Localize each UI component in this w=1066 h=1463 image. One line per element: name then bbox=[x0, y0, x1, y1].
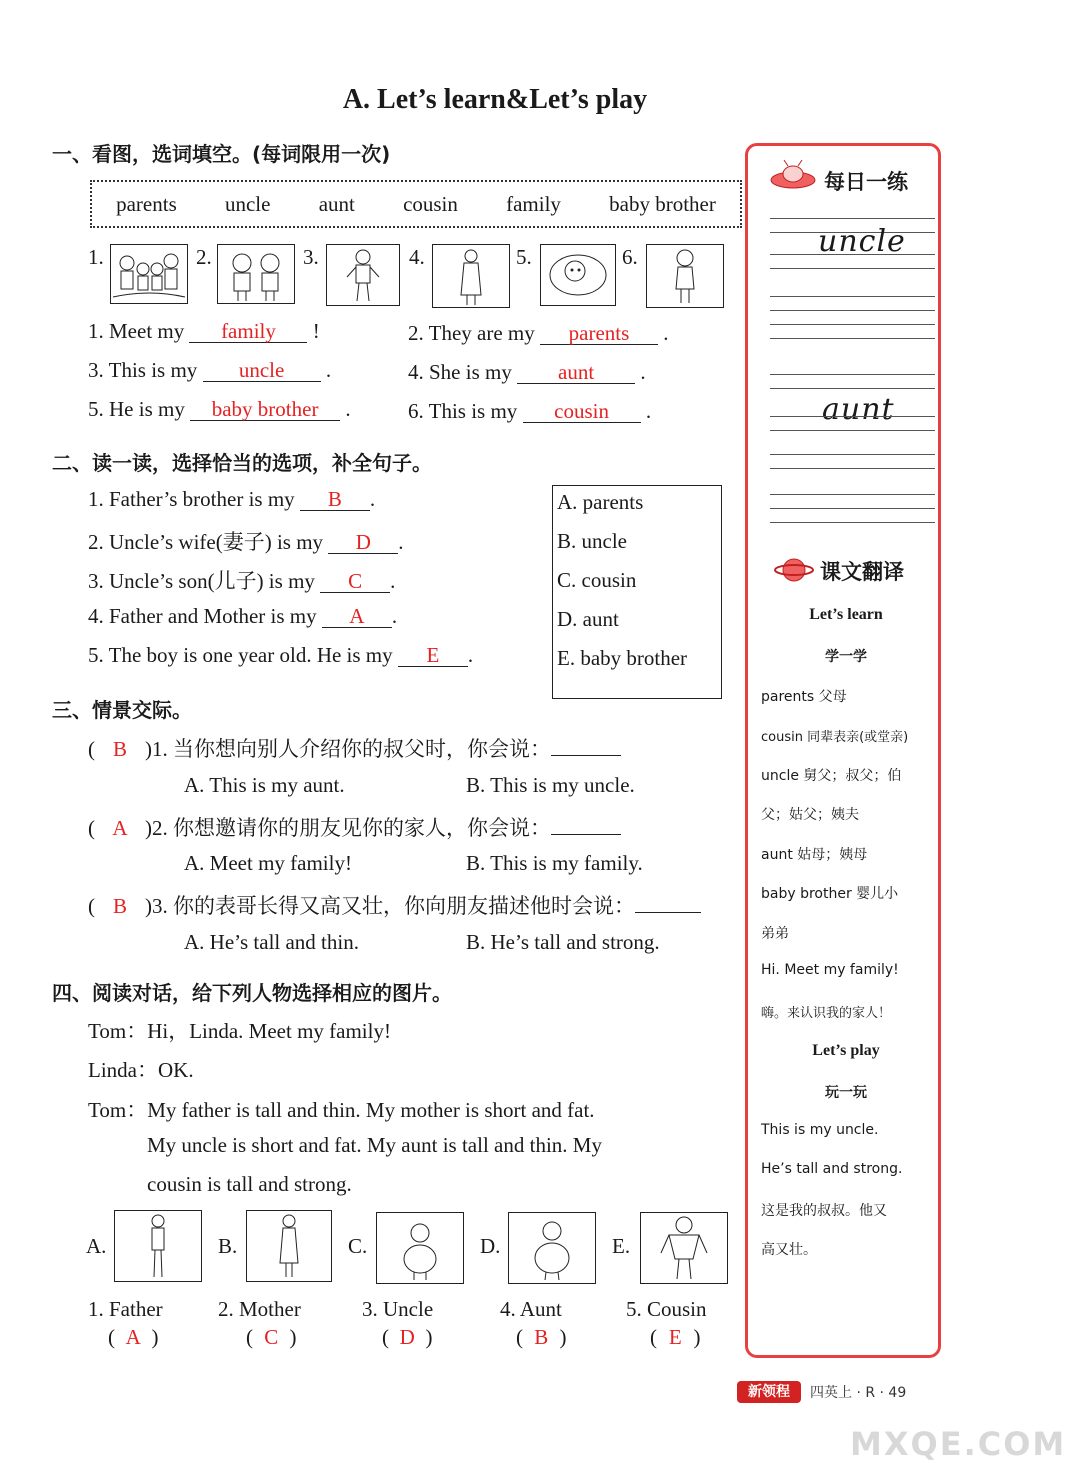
page-title: A. Let’s learn&Let’s play bbox=[342, 84, 648, 115]
section3-heading: 三、情景交际。 bbox=[52, 698, 192, 722]
pic-letter: E. bbox=[612, 1234, 631, 1258]
s3-q1-opt-b: B. This is my uncle. bbox=[466, 773, 635, 797]
s1-sentence-5: 5. He is my baby brother . bbox=[88, 397, 351, 421]
s1-sentence-4: 4. She is my aunt . bbox=[408, 360, 646, 384]
person-answer: ( A ) bbox=[108, 1325, 159, 1349]
options-box bbox=[552, 485, 722, 699]
pic-number: 6. bbox=[622, 245, 638, 269]
family-picture bbox=[110, 244, 188, 304]
figure-e-picture bbox=[640, 1212, 728, 1284]
page-number: 四英上 · R · 49 bbox=[810, 1385, 907, 1401]
dialogue-line: My uncle is short and fat. My aunt is tall and thin. My bbox=[147, 1133, 602, 1157]
vocab-line: 嗨。来认识我的家人！ bbox=[761, 1006, 892, 1021]
s3-q2-opt-b: B. This is my family. bbox=[466, 851, 643, 875]
tall-thin-man-drawing bbox=[115, 1211, 201, 1281]
word-bank-item: aunt bbox=[318, 191, 355, 216]
answer-choice[interactable]: B bbox=[112, 894, 127, 918]
person-answer: ( B ) bbox=[516, 1325, 567, 1349]
answer-blank[interactable]: A bbox=[322, 605, 392, 628]
handwritten-word: uncle bbox=[818, 224, 906, 259]
pic-number: 4. bbox=[409, 245, 425, 269]
brand-badge: 新领程 bbox=[737, 1381, 801, 1403]
section4-heading: 四、阅读对话，给下列人物选择相应的图片。 bbox=[52, 981, 452, 1005]
tall-thin-woman-drawing bbox=[247, 1211, 331, 1281]
s3-q3-opt-b: B. He’s tall and strong. bbox=[466, 930, 660, 954]
vocab-line: uncle 舅父；叔父；伯 bbox=[761, 768, 902, 784]
vocab-line: 父；姑父；姨夫 bbox=[761, 807, 859, 823]
answer-choice[interactable]: A bbox=[112, 816, 128, 840]
ufo-icon bbox=[768, 160, 818, 196]
pic-number: 5. bbox=[516, 245, 532, 269]
person-answer: ( E ) bbox=[650, 1325, 701, 1349]
answer-blank[interactable]: uncle bbox=[203, 359, 321, 382]
vocab-line: Hi. Meet my family! bbox=[761, 962, 899, 978]
option: A. parents bbox=[557, 490, 644, 514]
option: B. uncle bbox=[557, 529, 627, 553]
wan-label: 玩一玩 bbox=[825, 1085, 867, 1101]
pic-letter: A. bbox=[86, 1234, 107, 1258]
figure-b-picture bbox=[246, 1210, 332, 1282]
s3-q3-opt-a: A. He’s tall and thin. bbox=[184, 930, 359, 954]
dialogue-line: Tom：My father is tall and thin. My mother is short and fat. bbox=[88, 1098, 595, 1122]
lets-learn-label: Let’s learn bbox=[809, 606, 883, 623]
answer-blank[interactable]: aunt bbox=[517, 361, 635, 384]
dialogue-line: Tom：Hi，Linda. Meet my family! bbox=[88, 1019, 391, 1043]
s2-item-4: 4. Father and Mother is my A . bbox=[88, 604, 398, 628]
watermark: MXQE.COM bbox=[850, 1425, 1066, 1463]
play-line: 高又壮。 bbox=[761, 1242, 817, 1258]
person-label: 1. Father bbox=[88, 1297, 163, 1321]
answer-blank[interactable]: cousin bbox=[523, 400, 641, 423]
play-line: 这是我的叔叔。他又 bbox=[761, 1203, 887, 1219]
section2-heading: 二、读一读，选择恰当的选项，补全句子。 bbox=[52, 451, 432, 475]
word-bank-item: family bbox=[506, 191, 561, 216]
word-bank-item: baby brother bbox=[609, 191, 716, 216]
answer-blank[interactable]: E bbox=[398, 644, 468, 667]
person-label: 5. Cousin bbox=[626, 1297, 707, 1321]
figure-d-picture bbox=[508, 1212, 596, 1284]
person-answer: ( D ) bbox=[382, 1325, 433, 1349]
dialogue-line: cousin is tall and strong. bbox=[147, 1172, 352, 1196]
word-bank-item: parents bbox=[116, 191, 177, 216]
s1-sentence-2: 2. They are my parents . bbox=[408, 321, 669, 345]
short-fat-woman-drawing bbox=[377, 1213, 463, 1283]
pic-number: 2. bbox=[196, 245, 212, 269]
option: E. baby brother bbox=[557, 646, 688, 670]
answer-choice[interactable]: B bbox=[112, 737, 127, 761]
cousin-picture bbox=[646, 244, 724, 308]
translation-title: 课文翻译 bbox=[820, 560, 904, 584]
figure-a-picture bbox=[114, 1210, 202, 1282]
person-answer: ( C ) bbox=[246, 1325, 297, 1349]
s2-item-1: 1. Father’s brother is my B . bbox=[88, 487, 376, 511]
parents-picture bbox=[217, 244, 295, 304]
vocab-line: 弟弟 bbox=[761, 926, 789, 942]
uncle-drawing bbox=[327, 245, 399, 305]
dialogue-line: Linda：OK. bbox=[88, 1058, 194, 1082]
lets-play-label: Let’s play bbox=[812, 1042, 880, 1059]
s2-item-2: 2. Uncle’s wife(妻子) is my D . bbox=[88, 530, 404, 554]
pic-letter: B. bbox=[218, 1234, 238, 1258]
figure-c-picture bbox=[376, 1212, 464, 1284]
person-label: 4. Aunt bbox=[500, 1297, 562, 1321]
answer-blank[interactable]: baby brother bbox=[190, 398, 340, 421]
word-bank-item: uncle bbox=[224, 191, 271, 216]
s3-q2-opt-a: A. Meet my family! bbox=[184, 851, 352, 875]
planet-icon bbox=[774, 552, 814, 588]
aunt-drawing bbox=[433, 245, 509, 307]
family-drawing bbox=[111, 245, 187, 303]
person-label: 2. Mother bbox=[218, 1297, 301, 1321]
option: D. aunt bbox=[557, 607, 619, 631]
answer-blank[interactable]: B bbox=[300, 488, 370, 511]
section1-heading: 一、看图，选词填空。(每词限用一次) bbox=[52, 142, 391, 166]
s3-question-2: ( A )2. 你想邀请你的朋友见你的家人，你会说： bbox=[88, 812, 621, 842]
aunt-picture bbox=[432, 244, 510, 308]
play-line: This is my uncle. bbox=[761, 1122, 879, 1138]
answer-blank[interactable]: C bbox=[320, 570, 390, 593]
person-label: 3. Uncle bbox=[362, 1297, 434, 1321]
sidebar-panel bbox=[745, 143, 941, 1358]
s3-question-3: ( B )3. 你的表哥长得又高又壮，你向朋友描述他时会说： bbox=[88, 890, 701, 920]
pic-letter: C. bbox=[348, 1234, 368, 1258]
answer-blank[interactable]: D bbox=[328, 531, 398, 554]
s1-sentence-1: 1. Meet my family ! bbox=[88, 319, 320, 343]
short-fat-man-drawing bbox=[509, 1213, 595, 1283]
baby-brother-picture bbox=[540, 244, 616, 306]
answer-blank[interactable]: family bbox=[189, 320, 307, 343]
s3-q1-opt-a: A. This is my aunt. bbox=[184, 773, 345, 797]
handwritten-word: aunt bbox=[822, 392, 895, 427]
s1-sentence-3: 3. This is my uncle . bbox=[88, 358, 332, 382]
answer-blank[interactable]: parents bbox=[540, 322, 658, 345]
s2-item-3: 3. Uncle’s son(儿子) is my C . bbox=[88, 569, 396, 593]
vocab-line: aunt 姑母；姨母 bbox=[761, 847, 868, 863]
vocab-line: baby brother 婴儿小 bbox=[761, 886, 899, 902]
baby-drawing bbox=[541, 245, 615, 305]
option: C. cousin bbox=[557, 568, 637, 592]
pic-letter: D. bbox=[480, 1234, 501, 1258]
vocab-line: cousin 同辈表亲(或堂亲) bbox=[761, 730, 909, 745]
uncle-picture bbox=[326, 244, 400, 306]
pic-number: 1. bbox=[88, 245, 104, 269]
vocab-line: parents 父母 bbox=[761, 689, 847, 705]
play-line: He’s tall and strong. bbox=[761, 1161, 903, 1177]
pic-number: 3. bbox=[303, 245, 319, 269]
word-bank-item: cousin bbox=[403, 191, 458, 216]
cousin-drawing bbox=[647, 245, 723, 307]
s1-sentence-6: 6. This is my cousin . bbox=[408, 399, 652, 423]
parents-drawing bbox=[218, 245, 294, 303]
word-bank bbox=[90, 180, 742, 228]
daily-practice-title: 每日一练 bbox=[824, 170, 908, 194]
s2-item-5: 5. The boy is one year old. He is my E . bbox=[88, 643, 474, 667]
s3-question-1: ( B )1. 当你想向别人介绍你的叔父时，你会说： bbox=[88, 733, 621, 763]
tall-strong-man-drawing bbox=[641, 1213, 727, 1283]
xue-label: 学一学 bbox=[825, 649, 867, 665]
